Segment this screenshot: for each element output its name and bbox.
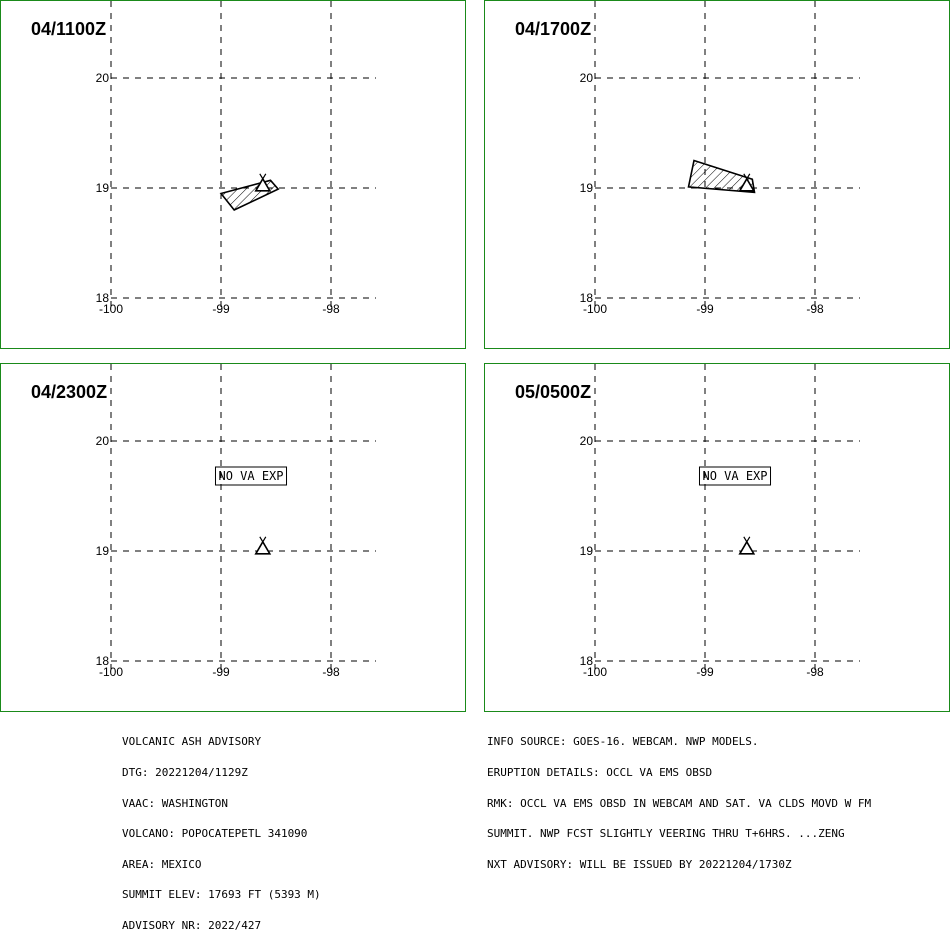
latitude-tick-label: 18 bbox=[95, 654, 109, 668]
map-plot bbox=[485, 1, 949, 348]
advisory-line: SUMMIT. NWP FCST SLIGHTLY VEERING THRU T+6HRS. ...ZENG bbox=[487, 827, 845, 841]
latitude-tick-label: 19 bbox=[95, 181, 109, 195]
latitude-tick-label: 18 bbox=[579, 291, 593, 305]
advisory-line: NXT ADVISORY: WILL BE ISSUED BY 20221204/1730Z bbox=[487, 857, 792, 871]
advisory-line: SUMMIT ELEV: 17693 FT (5393 M) bbox=[122, 888, 321, 902]
advisory-header-block bbox=[122, 717, 321, 941]
panel-time-label: 05/0500Z bbox=[515, 382, 592, 402]
ash-cloud-polygon bbox=[221, 180, 278, 210]
map-plot bbox=[1, 1, 465, 348]
status-box bbox=[215, 467, 286, 485]
forecast-panel-4 bbox=[484, 363, 950, 712]
advisory-line: ERUPTION DETAILS: OCCL VA EMS OBSD bbox=[487, 766, 713, 780]
map-plot bbox=[485, 364, 949, 711]
latitude-tick-label: 19 bbox=[579, 544, 593, 558]
eruption-plume-icon bbox=[260, 174, 266, 179]
longitude-tick-label: -100 bbox=[582, 665, 608, 679]
forecast-panel-1 bbox=[0, 0, 466, 349]
eruption-plume-icon bbox=[744, 537, 750, 542]
longitude-tick-label: -98 bbox=[322, 302, 340, 316]
latitude-tick-label: 19 bbox=[579, 181, 593, 195]
longitude-tick-label: -98 bbox=[806, 302, 824, 316]
advisory-line: ADVISORY NR: 2022/427 bbox=[122, 919, 262, 933]
advisory-line: AREA: MEXICO bbox=[122, 857, 202, 871]
panel-time-label: 04/1100Z bbox=[31, 19, 107, 39]
longitude-tick-label: -98 bbox=[322, 665, 340, 679]
status-text: NO VA EXP bbox=[218, 469, 284, 483]
status-box bbox=[699, 467, 770, 485]
latitude-tick-label: 20 bbox=[579, 71, 593, 85]
latitude-tick-label: 20 bbox=[95, 434, 109, 448]
advisory-line: VOLCANIC ASH ADVISORY bbox=[122, 735, 262, 749]
latitude-tick-label: 20 bbox=[579, 434, 593, 448]
advisory-line: VAAC: WASHINGTON bbox=[122, 796, 228, 810]
longitude-tick-label: -99 bbox=[212, 665, 230, 679]
latitude-tick-label: 18 bbox=[579, 654, 593, 668]
panel-time-label: 04/1700Z bbox=[515, 19, 592, 39]
latitude-tick-label: 19 bbox=[95, 544, 109, 558]
longitude-tick-label: -98 bbox=[806, 665, 824, 679]
forecast-panel-3 bbox=[0, 363, 466, 712]
longitude-tick-label: -100 bbox=[98, 302, 124, 316]
advisory-line: INFO SOURCE: GOES-16. WEBCAM. NWP MODELS. bbox=[487, 735, 759, 749]
panel-time-label: 04/2300Z bbox=[31, 382, 108, 402]
longitude-tick-label: -99 bbox=[212, 302, 230, 316]
longitude-tick-label: -100 bbox=[582, 302, 608, 316]
status-text: NO VA EXP bbox=[702, 469, 768, 483]
advisory-line: DTG: 20221204/1129Z bbox=[122, 766, 248, 780]
longitude-tick-label: -99 bbox=[696, 665, 714, 679]
eruption-plume-icon bbox=[260, 537, 266, 542]
longitude-tick-label: -100 bbox=[98, 665, 124, 679]
advisory-line: RMK: OCCL VA EMS OBSD IN WEBCAM AND SAT. VA CLDS MOVD W FM bbox=[487, 796, 872, 810]
advisory-remarks-block bbox=[487, 717, 871, 880]
latitude-tick-label: 18 bbox=[95, 291, 109, 305]
volcano-icon bbox=[256, 542, 270, 554]
volcano-icon bbox=[740, 542, 754, 554]
map-plot bbox=[1, 364, 465, 711]
advisory-line: VOLCANO: POPOCATEPETL 341090 bbox=[122, 827, 308, 841]
forecast-panel-2 bbox=[484, 0, 950, 349]
latitude-tick-label: 20 bbox=[95, 71, 109, 85]
longitude-tick-label: -99 bbox=[696, 302, 714, 316]
